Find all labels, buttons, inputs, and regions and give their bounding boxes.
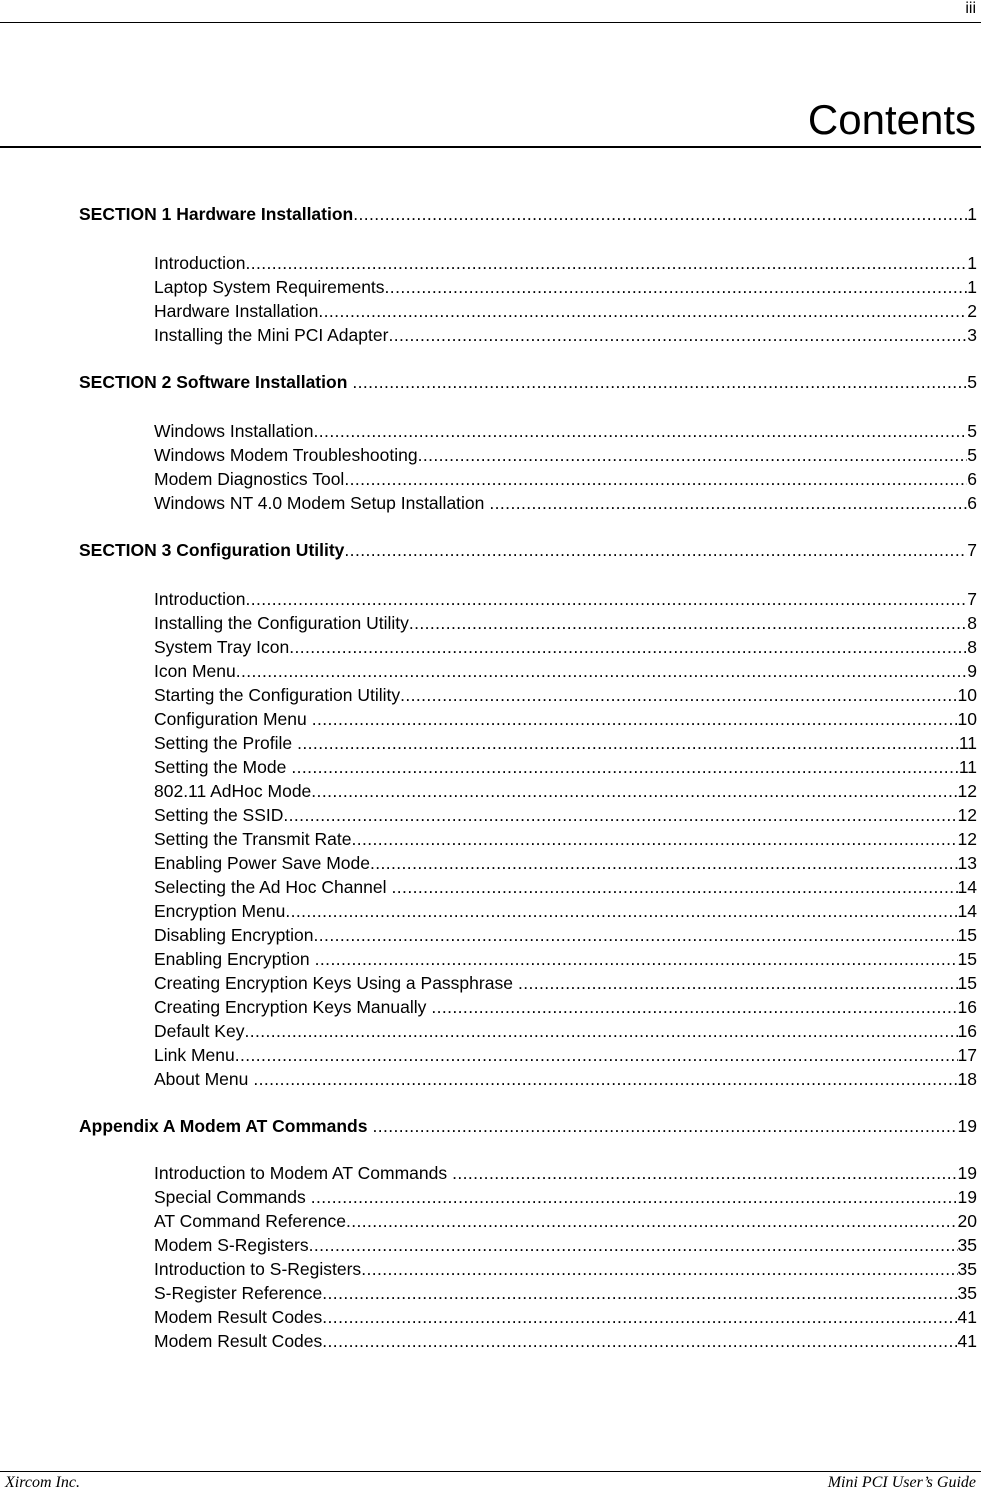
toc-entry[interactable]	[154, 251, 977, 275]
toc-entry[interactable]	[154, 851, 977, 875]
footer-rule	[0, 1471, 981, 1472]
toc-entry-label: Special Commands	[154, 1187, 306, 1207]
toc-section-label: SECTION 1 Hardware Installation	[79, 204, 354, 224]
toc-page-number: 6	[967, 493, 977, 513]
toc-entry-label: Creating Encryption Keys Manually	[154, 997, 427, 1017]
toc-entry[interactable]	[154, 323, 977, 347]
toc-entry[interactable]	[154, 659, 977, 683]
toc-page-number: 14	[957, 901, 977, 921]
toc-entry[interactable]	[154, 755, 977, 779]
toc-entry[interactable]	[154, 611, 977, 635]
toc-entry[interactable]	[154, 491, 977, 515]
toc-leader-dots	[400, 683, 957, 707]
toc-entry-label: Link Menu	[154, 1045, 235, 1065]
toc-page-number: 16	[957, 1021, 977, 1041]
toc-page-number: 1	[967, 253, 977, 273]
toc-entry-label: Setting the SSID	[154, 805, 284, 825]
toc-page-number: 15	[957, 949, 977, 969]
toc-leader-dots	[388, 323, 967, 347]
toc-appendix-a[interactable]	[79, 1114, 977, 1138]
toc-entry[interactable]	[154, 1305, 977, 1329]
toc-entry[interactable]	[154, 635, 977, 659]
toc-entry[interactable]	[154, 899, 977, 923]
toc-leader-dots	[372, 1114, 957, 1138]
toc-entry[interactable]	[154, 1281, 977, 1305]
toc-entry[interactable]	[154, 803, 977, 827]
toc-leader-dots	[370, 851, 958, 875]
toc-page-number: 20	[957, 1211, 977, 1231]
header-rule	[0, 22, 981, 23]
toc-leader-dots	[318, 299, 967, 323]
toc-entry[interactable]	[154, 827, 977, 851]
toc-entry[interactable]	[154, 707, 977, 731]
toc-leader-dots	[518, 971, 958, 995]
toc-entry[interactable]	[154, 971, 977, 995]
toc-entry[interactable]	[154, 947, 977, 971]
footer-company: Xircom Inc.	[5, 1474, 80, 1491]
toc-page-number: 1	[967, 204, 977, 224]
footer-document-title: Mini PCI User’s Guide	[827, 1474, 976, 1491]
toc-entry-label: 802.11 AdHoc Mode	[154, 781, 312, 801]
toc-page-number: 11	[958, 733, 977, 753]
toc-page-number: 12	[957, 781, 977, 801]
toc-leader-dots	[385, 275, 968, 299]
toc-entry-label: Installing the Mini PCI Adapter	[154, 325, 389, 345]
toc-page-number: 7	[967, 589, 977, 609]
toc-leader-dots	[344, 538, 967, 562]
toc-page-number: 6	[967, 469, 977, 489]
toc-entry-label: Encryption Menu	[154, 901, 286, 921]
toc-leader-dots	[322, 1281, 957, 1305]
toc-page-number: 12	[957, 829, 977, 849]
toc-leader-dots	[291, 755, 959, 779]
toc-entry[interactable]	[154, 731, 977, 755]
toc-entry-label: Introduction	[154, 253, 246, 273]
toc-leader-dots	[352, 370, 967, 394]
toc-leader-dots	[236, 659, 968, 683]
toc-page-number: 10	[957, 709, 977, 729]
toc-leader-dots	[245, 587, 967, 611]
toc-leader-dots	[285, 899, 957, 923]
toc-leader-dots	[409, 611, 967, 635]
toc-entry-label: Setting the Mode	[154, 757, 287, 777]
toc-page-number: 8	[967, 613, 977, 633]
toc-entry-label: Hardware Installation	[154, 301, 319, 321]
toc-page-number: 8	[967, 637, 977, 657]
toc-entry-label: Laptop System Requirements	[154, 277, 385, 297]
page-number: iii	[965, 0, 976, 17]
toc-entry[interactable]	[154, 1257, 977, 1281]
toc-leader-dots	[314, 419, 968, 443]
toc-leader-dots	[418, 443, 968, 467]
toc-leader-dots	[351, 827, 957, 851]
toc-leader-dots	[253, 1067, 957, 1091]
toc-entry[interactable]	[154, 779, 977, 803]
toc-entry[interactable]	[154, 275, 977, 299]
toc-entry-label: Setting the Profile	[154, 733, 293, 753]
page-title: Contents	[807, 96, 976, 143]
toc-page-number: 7	[967, 540, 977, 560]
toc-entry[interactable]	[154, 1233, 977, 1257]
toc-section-2[interactable]	[79, 370, 977, 394]
toc-page-number: 41	[957, 1331, 977, 1351]
toc-page-number: 1	[967, 277, 977, 297]
toc-page-number: 35	[957, 1259, 977, 1279]
toc-page-number: 16	[957, 997, 977, 1017]
toc-entry-label: Modem Result Codes	[154, 1331, 323, 1351]
toc-page-number: 35	[957, 1283, 977, 1303]
toc-entry[interactable]	[154, 875, 977, 899]
toc-section-label: Appendix A Modem AT Commands	[79, 1116, 368, 1136]
toc-section-3[interactable]	[79, 538, 977, 562]
toc-page-number: 19	[957, 1116, 977, 1136]
toc-leader-dots	[289, 635, 967, 659]
toc-entry[interactable]	[154, 299, 977, 323]
toc-leader-dots	[311, 1185, 958, 1209]
toc-leader-dots	[392, 875, 958, 899]
toc-leader-dots	[235, 1043, 958, 1067]
toc-entry[interactable]	[154, 1019, 977, 1043]
toc-entry[interactable]	[154, 1185, 977, 1209]
toc-leader-dots	[315, 947, 958, 971]
toc-entry[interactable]	[154, 683, 977, 707]
toc-entry-label: Enabling Power Save Mode	[154, 853, 370, 873]
toc-leader-dots	[283, 803, 957, 827]
toc-entry[interactable]	[154, 995, 977, 1019]
toc-leader-dots	[322, 1305, 957, 1329]
toc-entry-label: Windows Installation	[154, 421, 314, 441]
toc-leader-dots	[245, 251, 967, 275]
toc-page-number: 5	[967, 372, 977, 392]
toc-page-number: 2	[967, 301, 977, 321]
toc-entry-label: Setting the Transmit Rate	[154, 829, 352, 849]
toc-page-number: 5	[967, 421, 977, 441]
toc-entry[interactable]	[154, 1161, 977, 1185]
toc-page-number: 35	[957, 1235, 977, 1255]
toc-page-number: 11	[958, 757, 977, 777]
title-rule	[0, 146, 981, 148]
toc-entry-label: Icon Menu	[154, 661, 236, 681]
toc-entry[interactable]	[154, 467, 977, 491]
toc-entry-label: Selecting the Ad Hoc Channel	[154, 877, 387, 897]
toc-page-number: 15	[957, 925, 977, 945]
toc-entry-label: Modem Diagnostics Tool	[154, 469, 345, 489]
toc-page-number: 19	[957, 1163, 977, 1183]
toc-page-number: 13	[957, 853, 977, 873]
toc-entry[interactable]	[154, 923, 977, 947]
toc-page-number: 19	[957, 1187, 977, 1207]
toc-leader-dots	[311, 779, 957, 803]
toc-page-number: 5	[967, 445, 977, 465]
toc-leader-dots	[431, 995, 957, 1019]
toc-page-number: 3	[967, 325, 977, 345]
toc-leader-dots	[452, 1161, 957, 1185]
toc-entry[interactable]	[154, 1209, 977, 1233]
toc-leader-dots	[346, 1209, 958, 1233]
toc-leader-dots	[297, 731, 959, 755]
toc-entry[interactable]	[154, 443, 977, 467]
toc-entry[interactable]	[154, 1043, 977, 1067]
toc-leader-dots	[312, 707, 958, 731]
toc-leader-dots	[322, 1329, 957, 1353]
toc-entry-label: Modem S-Registers	[154, 1235, 309, 1255]
toc-page-number: 18	[957, 1069, 977, 1089]
toc-entry-label: Introduction to S-Registers	[154, 1259, 362, 1279]
toc-leader-dots	[314, 923, 958, 947]
toc-entry-label: About Menu	[154, 1069, 249, 1089]
toc-entry[interactable]	[154, 1329, 977, 1353]
toc-section-label: SECTION 2 Software Installation	[79, 372, 348, 392]
toc-entry-label: System Tray Icon	[154, 637, 290, 657]
toc-leader-dots	[309, 1233, 958, 1257]
toc-leader-dots	[361, 1257, 957, 1281]
toc-section-1[interactable]	[79, 202, 977, 226]
toc-page-number: 41	[957, 1307, 977, 1327]
toc-leader-dots	[344, 467, 967, 491]
toc-entry-label: Creating Encryption Keys Using a Passphrase	[154, 973, 513, 993]
toc-entry-label: Introduction	[154, 589, 246, 609]
toc-section-label: SECTION 3 Configuration Utility	[79, 540, 345, 560]
toc-entry-label: Introduction to Modem AT Commands	[154, 1163, 448, 1183]
toc-page-number: 9	[967, 661, 977, 681]
toc-entry-label: Installing the Configuration Utility	[154, 613, 409, 633]
toc-entry-label: AT Command Reference	[154, 1211, 346, 1231]
toc-page-number: 15	[957, 973, 977, 993]
toc-page-number: 17	[957, 1045, 977, 1065]
toc-entry[interactable]	[154, 587, 977, 611]
toc-entry-label: Disabling Encryption	[154, 925, 314, 945]
toc-page-number: 14	[957, 877, 977, 897]
toc-entry-label: Configuration Menu	[154, 709, 307, 729]
toc-entry-label: Windows NT 4.0 Modem Setup Installation	[154, 493, 485, 513]
toc-entry[interactable]	[154, 1067, 977, 1091]
toc-entry-label: Default Key	[154, 1021, 245, 1041]
toc-page-number: 10	[957, 685, 977, 705]
toc-entry-label: S-Register Reference	[154, 1283, 323, 1303]
toc-entry-label: Modem Result Codes	[154, 1307, 323, 1327]
toc-entry[interactable]	[154, 419, 977, 443]
toc-leader-dots	[353, 202, 967, 226]
toc-entry-label: Starting the Configuration Utility	[154, 685, 401, 705]
toc-page-number: 12	[957, 805, 977, 825]
toc-entry-label: Windows Modem Troubleshooting	[154, 445, 418, 465]
toc-entry-label: Enabling Encryption	[154, 949, 310, 969]
toc-leader-dots	[244, 1019, 957, 1043]
toc-leader-dots	[489, 491, 967, 515]
